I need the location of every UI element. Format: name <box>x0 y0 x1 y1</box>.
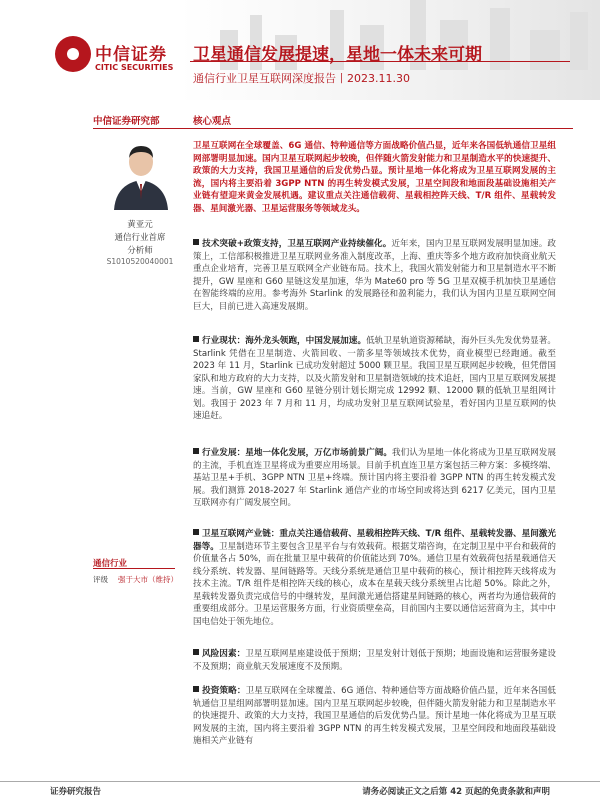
footer-disclaimer: 请务必阅读正文之后第 42 页起的免责条款和声明 <box>362 787 550 797</box>
paragraph-tech-policy <box>193 238 556 313</box>
paragraph-industry-development <box>193 447 556 510</box>
section-divider <box>93 128 573 129</box>
bullet-square-icon <box>193 529 199 535</box>
paragraph-lead: 风险因素： <box>202 649 246 659</box>
paragraph-lead: 行业发展：星地一体化发展，万亿市场前景广阔。 <box>202 448 392 458</box>
paragraph-text: 卫星制造环节主要包含卫星平台与有效载荷。根据艾瑞咨询，在定制卫星中平台和载荷的价值量各占 50%，而在批量卫星中载荷的价值能达到 70%。通信卫星有效载荷包括星载通信天线分系统、转发器、星间链路等。天线分系统是通信卫星中载荷的核心，预计相控阵天线将成为技术主流。T/R 组件是相控阵天线的核心，成本在星载天线分系统里占比超 50%。除此之外，星载转发器负责完成信号的中继转发，星间激光通信搭建星间链路的核心，两者均为通信载荷的重要组成部分。卫星运营服务方面，行业资质壁垒高，目前国内主要以通信运营商为主，其中中国电信处于领先地位。 <box>193 541 556 627</box>
analyst-title: 分析师 <box>127 246 153 256</box>
industry-label: 通信行业 <box>93 559 128 569</box>
core-views-heading: 核心观点 <box>193 116 232 127</box>
paragraph-lead: 卫星互联网产业链：重点关注通信载荷、星载相控阵天线、T/R 组件、星载转发器、星间激光器等。 <box>193 529 556 552</box>
research-dept-heading: 中信证券研究部 <box>93 116 160 127</box>
bullet-square-icon <box>193 649 199 655</box>
bullet-square-icon <box>193 336 199 342</box>
side-divider <box>93 568 175 569</box>
paragraph-text: 低轨卫星轨道资源稀缺，海外巨头先发优势显著。Starlink 凭借在卫星制造、火箭回收、一箭多星等领域技术优势，商业模型已经跑通。截至 2023 年 11 月，Starlink 已成功发射超过 5000 颗卫星。我国卫星互联网起步较晚，但凭借国家队和地方政府的大力支持，以及火箭发射和卫星制造领域的技术追赶，国内卫星互联网发展提速。当前，GW 星座和 G60 星链分别计划长期完成 12992 颗、12000 颗的低轨卫星组网计划。我国于 2023 年 7 月和 11 月，均成功发射卫星互联网试验星，看好国内卫星互联网的快速追赶。 <box>193 336 556 421</box>
bullet-square-icon <box>193 239 199 245</box>
paragraph-industry-chain <box>193 528 556 628</box>
rating-label: 评级 <box>93 575 108 584</box>
analyst-name: 黄亚元 <box>127 220 153 230</box>
bullet-square-icon <box>193 686 199 692</box>
analyst-cert-number: S1010520040001 <box>106 257 174 266</box>
paragraph-text: 卫星互联网星座建设低于预期；卫星发射计划低于预期；地面设施和运营服务建设不及预期；商业航天发展速度不及预期。 <box>193 649 556 672</box>
title-divider <box>190 61 570 62</box>
analyst-avatar <box>110 140 172 210</box>
bullet-square-icon <box>193 448 199 454</box>
footer-divider <box>0 781 600 782</box>
paragraph-text: 卫星互联网在全球覆盖、6G 通信、特种通信等方面战略价值凸显，近年来各国低轨通信卫星组网部署明显加速。国内卫星互联网起步较晚，但伴随火箭发射能力和卫星制造水平的快速提升、政策的大力支持，我国卫星通信的后发优势凸显。预计星地一体化将成为卫星互联网发展的主流，国内将主要沿着 3GPP NTN 的再生转发模式发展，卫星空间段和地面段基础设施相关产业链有 <box>193 686 556 746</box>
paragraph-investment-strategy <box>193 685 556 777</box>
paragraph-risk-factors <box>193 648 556 673</box>
report-title: 卫星通信发展提速，星地一体未来可期 <box>193 45 482 65</box>
paragraph-text: 近年来，国内卫星互联网发展明显加速。政策上，工信部积极推进卫星互联网业务准入制度改革，上海、重庆等多个地方政府加快商业航天重点企业培育，完善卫星互联网全产业链布局。技术上，我国火箭发射能力和卫星制造水平不断提升，GW 星座和 G60 星链这发星加速，华为 Mate60 pro 等 5G 卫星双模手机加快卫星通信在智能终端的应用。参考海外 Starlink 的发展路径和盈利能力，我们认为国内卫星互联网空间巨大，目前已进入高速发展期。 <box>193 239 556 312</box>
citic-logo <box>55 36 91 72</box>
paragraph-text: 我们认为星地一体化将成为卫星互联网发展的主流，手机直连卫星将成为重要应用场景。目前手机直连卫星方案包括三种方案：多模终端、基站卫星+手机、3GPP NTN 卫星+终端。预计国内将主要沿着 3GPP NTN 的再生转发模式发展。我们测算 2018-2027 年 Starlink 通信产业的市场空间或将达到 6217 亿美元，国内卫星互联网亦有广阔发展空间。 <box>193 448 556 508</box>
paragraph-lead: 行业现状：海外龙头领跑，中国发展加速。 <box>202 336 367 346</box>
paragraph-lead: 投资策略： <box>202 686 246 696</box>
paragraph-industry-status <box>193 335 556 423</box>
summary-paragraph: 卫星互联网在全球覆盖、6G 通信、特种通信等方面战略价值凸显，近年来各国低轨通信卫星组网部署明显加速。国内卫星互联网起步较晚，但伴随火箭发射能力和卫星制造水平的快速提升、政策的大力支持，我国卫星通信的后发优势凸显。预计星地一体化将成为卫星互联网发展的主流，国内将主要沿着 3GPP NTN 的再生转发模式发展，卫星空间段和地面段基础设施相关产业链有望迎来黄金发展机遇。建议重点关注通信载荷、星载相控阵天线、T/R 组件、星载转发器、星间激光器、卫星运营服务等领域龙头。 <box>193 141 556 214</box>
rating-value: 强于大市（维持） <box>118 575 178 584</box>
analyst-role: 通信行业首席 <box>114 233 166 243</box>
footer-report-type: 证券研究报告 <box>50 787 102 797</box>
brand-name-cn: 中信证券 <box>95 45 167 65</box>
brand-name-en: CITIC SECURITIES <box>95 63 174 72</box>
paragraph-lead: 技术突破+政策支持，卫星互联网产业持续催化。 <box>202 239 392 249</box>
report-subtitle: 通信行业卫星互联网深度报告丨2023.11.30 <box>193 72 410 85</box>
